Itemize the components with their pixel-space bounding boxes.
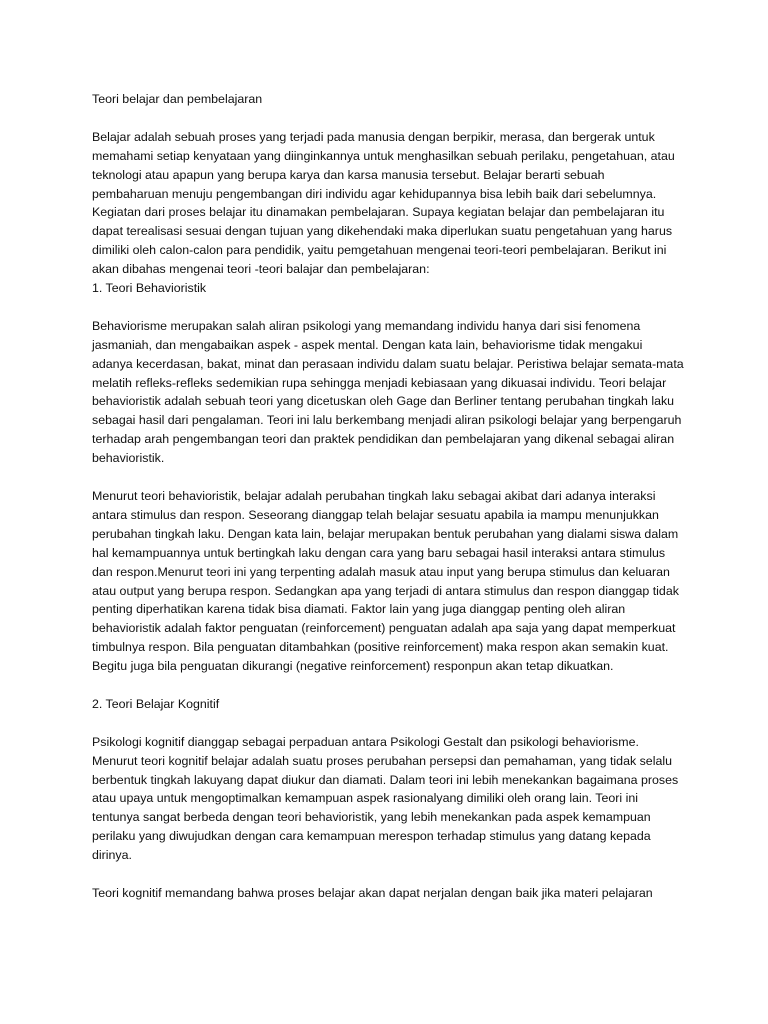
intro-paragraph: Belajar adalah sebuah proses yang terjadi pada manusia dengan berpikir, merasa, dan bergerak untuk memahami setiap kenyataan yang diinginkannya untuk menghasilkan sebuah perilaku, pengetahuan, atau teknologi atau apapun yang berupa karya dan karsa manusia tersebut. Belajar berarti sebuah pembaharuan menuju pengembangan diri individu agar kehidupannya bisa lebih baik dari sebelumnya. Kegiatan dari proses belajar itu dinamakan pembelajaran. Supaya kegiatan belajar dan pembelajaran itu dapat terealisasi sesuai dengan tujuan yang dikehendaki maka diperlukan suatu pengetahuan yang harus dimiliki oleh calon-calon para pendidik, yaitu pemgetahuan mengenai teori-teori pembelajaran. Berikut ini akan dibahas mengenai teori -teori balajar dan pembelajaran: bbox=[92, 129, 675, 277]
section-heading-kognitif: 2. Teori Belajar Kognitif bbox=[92, 696, 220, 711]
paragraph-gap bbox=[92, 714, 684, 733]
section-heading-behavioristik: 1. Teori Behavioristik bbox=[92, 281, 207, 296]
document-page bbox=[92, 90, 684, 903]
kognitif-paragraph-1: Psikologi kognitif dianggap sebagai perpaduan antara Psikologi Gestalt dan psikologi behaviorisme. Menurut teori kognitif belajar adalah suatu proses perubahan persepsi dan pemahaman, yang tidak selalu berbentuk tingkah lakuyang dapat diukur dan diamati. Dalam teori ini lebih menekankan bagaimana proses atau upaya untuk mengoptimalkan kemampuan aspek rasionalyang dimiliki oleh orang lain. Teori ini tentunya sangat berbeda dengan teori behavioristik, yang lebih menekankan pada aspek kemampuan perilaku yang diwujudkan dengan cara kemampuan merespon terhadap stimulus yang datang kepada dirinya. bbox=[92, 734, 679, 863]
document-title: Teori belajar dan pembelajaran bbox=[92, 92, 263, 106]
kognitif-paragraph-2: Teori kognitif memandang bahwa proses belajar akan dapat nerjalan dengan baik jika materi pelajaran bbox=[92, 885, 653, 900]
behavioristik-paragraph-2: Menurut teori behavioristik, belajar adalah perubahan tingkah laku sebagai akibat dari adanya interaksi antara stimulus dan respon. Seseorang dianggap telah belajar sesuatu apabila ia mampu menunjukkan perubahan tingkah laku. Dengan kata lain, belajar merupakan bentuk perubahan yang dialami siswa dalam hal kemampuannya untuk bertingkah laku dengan cara yang baru sebagai hasil interaksi antara stimulus dan respon.Menurut teori ini yang terpenting adalah masuk atau input yang berupa stimulus dan keluaran atau output yang berupa respon. Sedangkan apa yang terjadi di antara stimulus dan respon dianggap tidak penting diperhatikan karena tidak bisa diamati. Faktor lain yang juga dianggap penting oleh aliran behavioristik adalah faktor penguatan (reinforcement) penguatan adalah apa saja yang dapat memperkuat timbulnya respon. Bila penguatan ditambahkan (positive reinforcement) maka respon akan semakin kuat. Begitu juga bila penguatan dikurangi (negative reinforcement) responpun akan tetap dikuatkan. bbox=[92, 488, 679, 674]
paragraph-gap bbox=[92, 298, 684, 317]
paragraph-gap bbox=[92, 468, 684, 487]
paragraph-gap bbox=[92, 865, 684, 884]
behavioristik-paragraph-1: Behaviorisme merupakan salah aliran psikologi yang memandang individu hanya dari sisi fenomena jasmaniah, dan mengabaikan aspek - aspek mental. Dengan kata lain, behaviorisme tidak mengakui adanya kecerdasan, bakat, minat dan perasaan individu dalam suatu belajar. Peristiwa belajar semata-mata melatih refleks-refleks sedemikian rupa sehingga menjadi kebiasaan yang dikuasai individu. Teori belajar behavioristik adalah sebuah teori yang dicetuskan oleh Gage dan Berliner tentang perubahan tingkah laku sebagai hasil dari pengalaman. Teori ini lalu berkembang menjadi aliran psikologi belajar yang berpengaruh terhadap arah pengembangan teori dan praktek pendidikan dan pembelajaran yang dikenal sebagai aliran behavioristik. bbox=[92, 318, 684, 466]
paragraph-gap bbox=[92, 676, 684, 695]
